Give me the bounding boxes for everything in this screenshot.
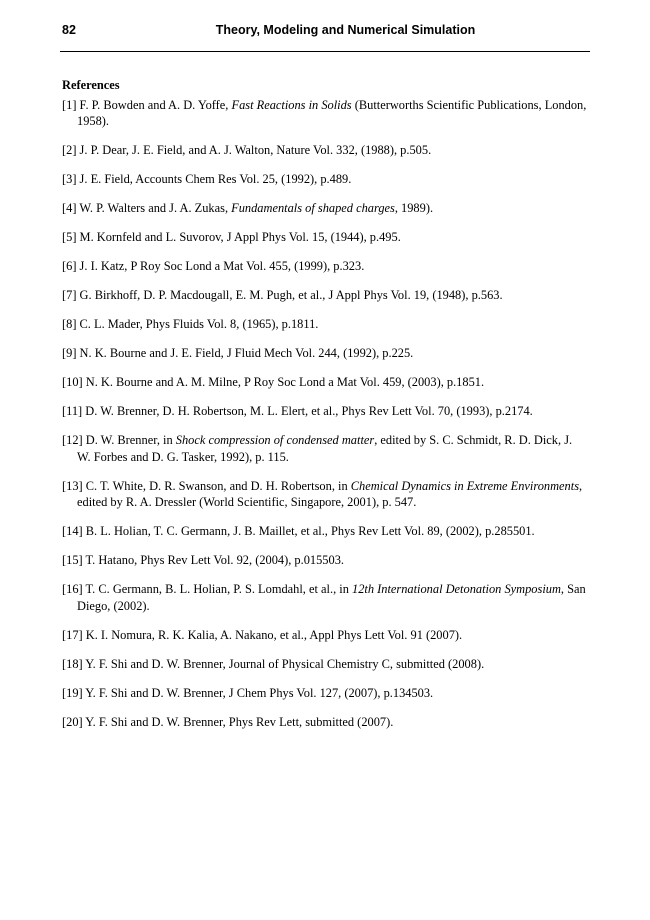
reference-item	[62, 685, 587, 702]
reference-item	[62, 97, 587, 130]
reference-title-italic: Shock compression of condensed matter	[175, 433, 375, 448]
reference-text: [13] C. T. White, D. R. Swanson, and D. H. Robertson, in	[62, 478, 351, 493]
header-rule	[60, 51, 590, 52]
reference-text: [2] J. P. Dear, J. E. Field, and A. J. Walton, Nature Vol. 332, (1988), p.505.	[62, 143, 432, 158]
reference-item	[62, 258, 587, 275]
reference-item	[62, 627, 587, 644]
reference-text: [11] D. W. Brenner, D. H. Robertson, M. L. Elert, et al., Phys Rev Lett Vol. 70, (1993), p.2174.	[62, 404, 533, 419]
reference-text: [12] D. W. Brenner, in	[62, 433, 176, 448]
reference-text: , edited by R. A. Dressler (World Scientific, Singapore, 2001), p. 547.	[77, 478, 583, 510]
reference-text: [10] N. K. Bourne and A. M. Milne, P Roy Soc Lond a Mat Vol. 459, (2003), p.1851.	[62, 375, 485, 390]
reference-text: [18] Y. F. Shi and D. W. Brenner, Journal of Physical Chemistry C, submitted (2008).	[62, 656, 485, 671]
reference-title-italic: 12th International Detonation Symposium	[352, 582, 561, 597]
reference-text: [6] J. I. Katz, P Roy Soc Lond a Mat Vol. 455, (1999), p.323.	[62, 259, 365, 274]
reference-text: [8] C. L. Mader, Phys Fluids Vol. 8, (1965), p.1811.	[62, 317, 319, 332]
reference-text: , San Diego, (2002).	[77, 582, 586, 613]
references-section	[62, 77, 587, 743]
reference-text: [4] W. P. Walters and J. A. Zukas,	[62, 201, 232, 216]
page-header	[62, 23, 589, 43]
reference-text: [7] G. Birkhoff, D. P. Macdougall, E. M. Pugh, et al., J Appl Phys Vol. 19, (1948), p.563.	[62, 288, 503, 303]
reference-list	[62, 97, 587, 731]
reference-text: [15] T. Hatano, Phys Rev Lett Vol. 92, (2004), p.015503.	[62, 553, 344, 568]
reference-text: [17] K. I. Nomura, R. K. Kalia, A. Nakano, et al., Appl Phys Lett Vol. 91 (2007).	[62, 627, 463, 642]
reference-text: (Butterworths Scientific Publications, London, 1958).	[77, 97, 587, 129]
reference-text: [9] N. K. Bourne and J. E. Field, J Fluid Mech Vol. 244, (1992), p.225.	[62, 346, 414, 361]
reference-item	[62, 171, 587, 188]
reference-title-italic: Fundamentals of shaped charges	[231, 201, 395, 216]
reference-item	[62, 287, 587, 304]
reference-title-italic: Chemical Dynamics in Extreme Environments	[350, 478, 580, 493]
reference-item	[62, 403, 587, 420]
running-title: Theory, Modeling and Numerical Simulation	[215, 23, 476, 37]
reference-item	[62, 345, 587, 362]
reference-item	[62, 714, 587, 731]
reference-text: [1] F. P. Bowden and A. D. Yoffe,	[62, 97, 232, 112]
reference-item	[62, 523, 587, 540]
reference-text: , edited by S. C. Schmidt, R. D. Dick, J. W. Forbes and D. G. Tasker, 1992), p. 115.	[77, 433, 573, 464]
reference-text: , 1989).	[394, 201, 434, 216]
reference-item	[62, 374, 587, 391]
reference-text: [20] Y. F. Shi and D. W. Brenner, Phys Rev Lett, submitted (2007).	[62, 714, 394, 729]
references-heading: References	[62, 78, 120, 92]
reference-item	[62, 229, 587, 246]
reference-item	[62, 142, 587, 159]
reference-item	[62, 432, 587, 465]
reference-text: [16] T. C. Germann, B. L. Holian, P. S. Lomdahl, et al., in	[62, 582, 352, 597]
reference-item	[62, 552, 587, 569]
reference-title-italic: Fast Reactions in Solids	[231, 97, 352, 112]
reference-text: [19] Y. F. Shi and D. W. Brenner, J Chem Phys Vol. 127, (2007), p.134503.	[62, 685, 434, 700]
reference-item	[62, 581, 587, 614]
reference-item	[62, 316, 587, 333]
reference-text: [5] M. Kornfeld and L. Suvorov, J Appl Phys Vol. 15, (1944), p.495.	[62, 230, 401, 245]
reference-item	[62, 200, 587, 217]
reference-text: [14] B. L. Holian, T. C. Germann, J. B. Maillet, et al., Phys Rev Lett Vol. 89, (2002), p.285501.	[62, 524, 535, 539]
reference-item	[62, 478, 587, 511]
reference-item	[62, 656, 587, 673]
page-number: 82	[62, 23, 76, 37]
reference-text: [3] J. E. Field, Accounts Chem Res Vol. 25, (1992), p.489.	[62, 172, 352, 187]
